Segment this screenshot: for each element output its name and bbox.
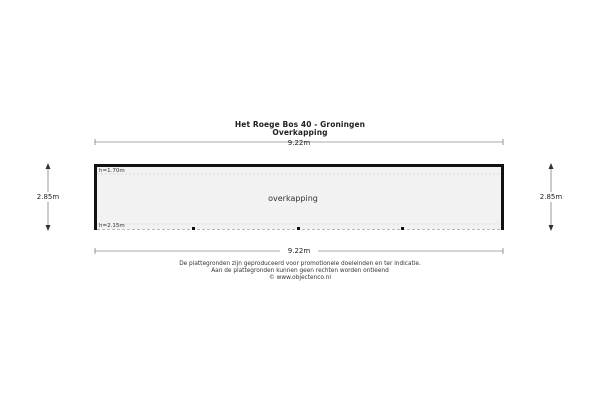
room-label: overkapping — [268, 194, 318, 203]
plan-title-address: Het Roege Bos 40 - Groningen — [234, 120, 366, 129]
post-3 — [401, 227, 404, 230]
dimension-top — [95, 139, 503, 147]
dimension-left — [30, 163, 66, 231]
dimension-right — [533, 163, 569, 231]
dimension-top-label: 9.22m — [287, 139, 311, 147]
height-note-bottom: h=2.15m — [99, 223, 125, 229]
disclaimer-line-1: De plattegronden zijn geproduceerd voor promotionele doeleinden en ter indicatie. — [179, 261, 421, 267]
dimension-right-label: 2.85m — [539, 193, 563, 201]
dimension-bottom-label: 9.22m — [287, 247, 311, 255]
dimension-left-label: 2.85m — [36, 193, 60, 201]
height-note-top: h=1.70m — [99, 168, 125, 174]
disclaimer-line-2: Aan de plattegronden kunnen geen rechten worden ontleend — [211, 268, 389, 274]
plan-title-floor: Overkapping — [272, 128, 328, 137]
copyright-line: © www.objectenco.nl — [268, 275, 332, 281]
dimension-bottom — [95, 246, 503, 255]
post-2 — [297, 227, 300, 230]
room-overkapping — [94, 164, 504, 230]
post-1 — [192, 227, 195, 230]
